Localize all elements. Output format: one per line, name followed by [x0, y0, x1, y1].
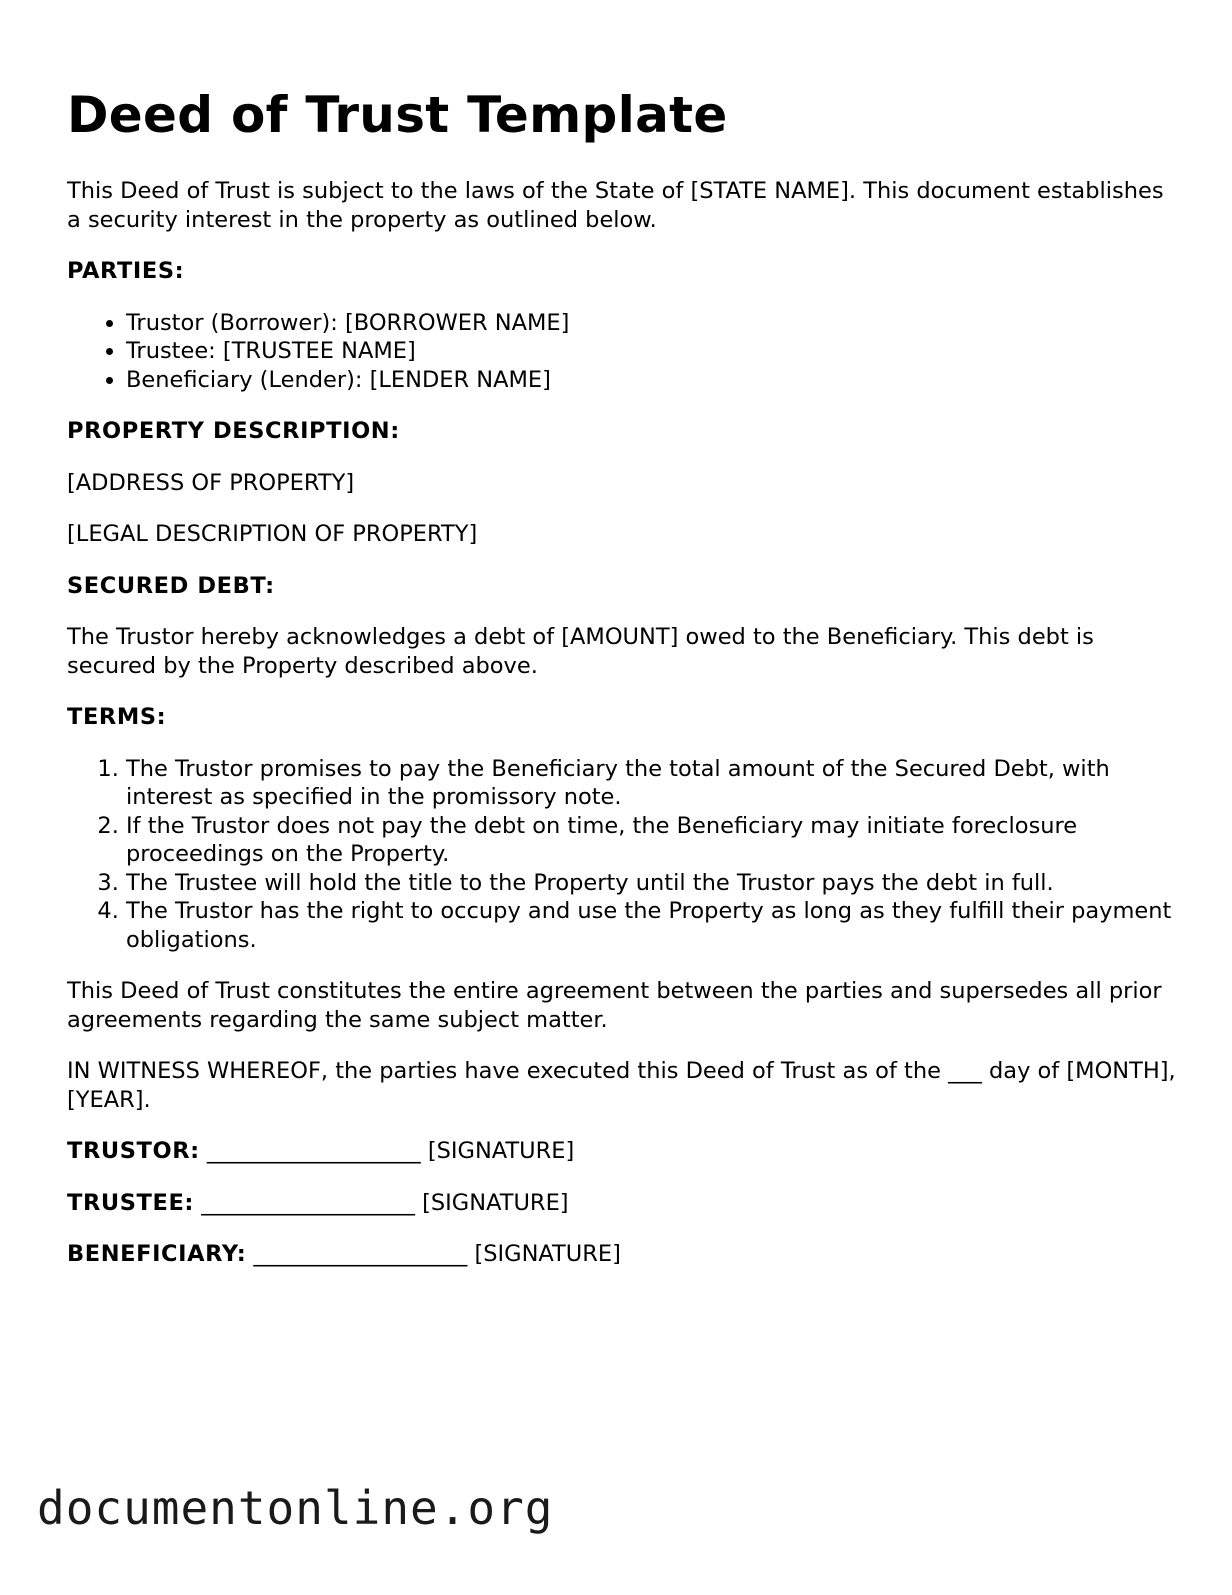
signature-trustor [67, 1137, 1177, 1166]
term-item: 2. If the Trustor does not pay the debt on time, the Beneficiary may initiate foreclosure proceedings on the Property. [126, 812, 1177, 869]
signature-placeholder: [SIGNATURE] [474, 1241, 621, 1267]
signature-placeholder: [SIGNATURE] [422, 1189, 569, 1216]
terms-heading: TERMS: [67, 704, 167, 730]
term-item: 1. The Trustor promises to pay the Beneficiary the total amount of the Secured Debt, with interest as specified in the promissory note. [126, 755, 1177, 812]
signature-trustee [67, 1189, 1177, 1218]
property-heading: PROPERTY DESCRIPTION: [67, 418, 400, 444]
party-beneficiary: • Beneficiary (Lender): [LENDER NAME] [126, 366, 1177, 395]
signature-beneficiary [67, 1240, 1177, 1269]
entire-agreement-paragraph: This Deed of Trust constitutes the entire agreement between the parties and supersedes all prior agreements regarding the same subject matter. [67, 978, 1162, 1033]
parties-list [67, 309, 1177, 395]
signature-line: ___________________ [253, 1241, 468, 1267]
signature-label: TRUSTOR: [67, 1138, 200, 1164]
signature-label: TRUSTEE: [67, 1189, 195, 1216]
signature-placeholder: [SIGNATURE] [427, 1138, 575, 1164]
party-trustee: • Trustee: [TRUSTEE NAME] [126, 337, 1177, 366]
watermark: documentonline.org [37, 1481, 554, 1535]
property-address: [ADDRESS OF PROPERTY] [67, 469, 355, 496]
witness-paragraph: IN WITNESS WHEREOF, the parties have executed this Deed of Trust as of the ___ day of [MONTH], [YEAR]. [67, 1058, 1176, 1113]
party-trustor: • Trustor (Borrower): [BORROWER NAME] [126, 309, 1177, 338]
signature-label: BENEFICIARY: [67, 1241, 247, 1267]
property-legal-description: [LEGAL DESCRIPTION OF PROPERTY] [67, 521, 478, 547]
document-title: Deed of Trust Template [67, 86, 728, 144]
term-item: 3. The Trustee will hold the title to the Property until the Trustor pays the debt in full. [126, 869, 1177, 898]
document-page [67, 0, 1177, 1269]
secured-debt-text: The Trustor hereby acknowledges a debt of [AMOUNT] owed to the Beneficiary. This debt is secured by the Property described above. [67, 624, 1094, 679]
term-item: 4. The Trustor has the right to occupy and use the Property as long as they fulfill their payment obligations. [126, 897, 1177, 954]
terms-list [67, 755, 1177, 955]
parties-heading: PARTIES: [67, 258, 185, 284]
secured-debt-heading: SECURED DEBT: [67, 572, 275, 599]
signature-line: ___________________ [201, 1189, 415, 1216]
signature-line: ___________________ [206, 1138, 421, 1164]
intro-paragraph: This Deed of Trust is subject to the laws of the State of [STATE NAME]. This document establishes a security interest in the property as outlined below. [67, 178, 1164, 233]
